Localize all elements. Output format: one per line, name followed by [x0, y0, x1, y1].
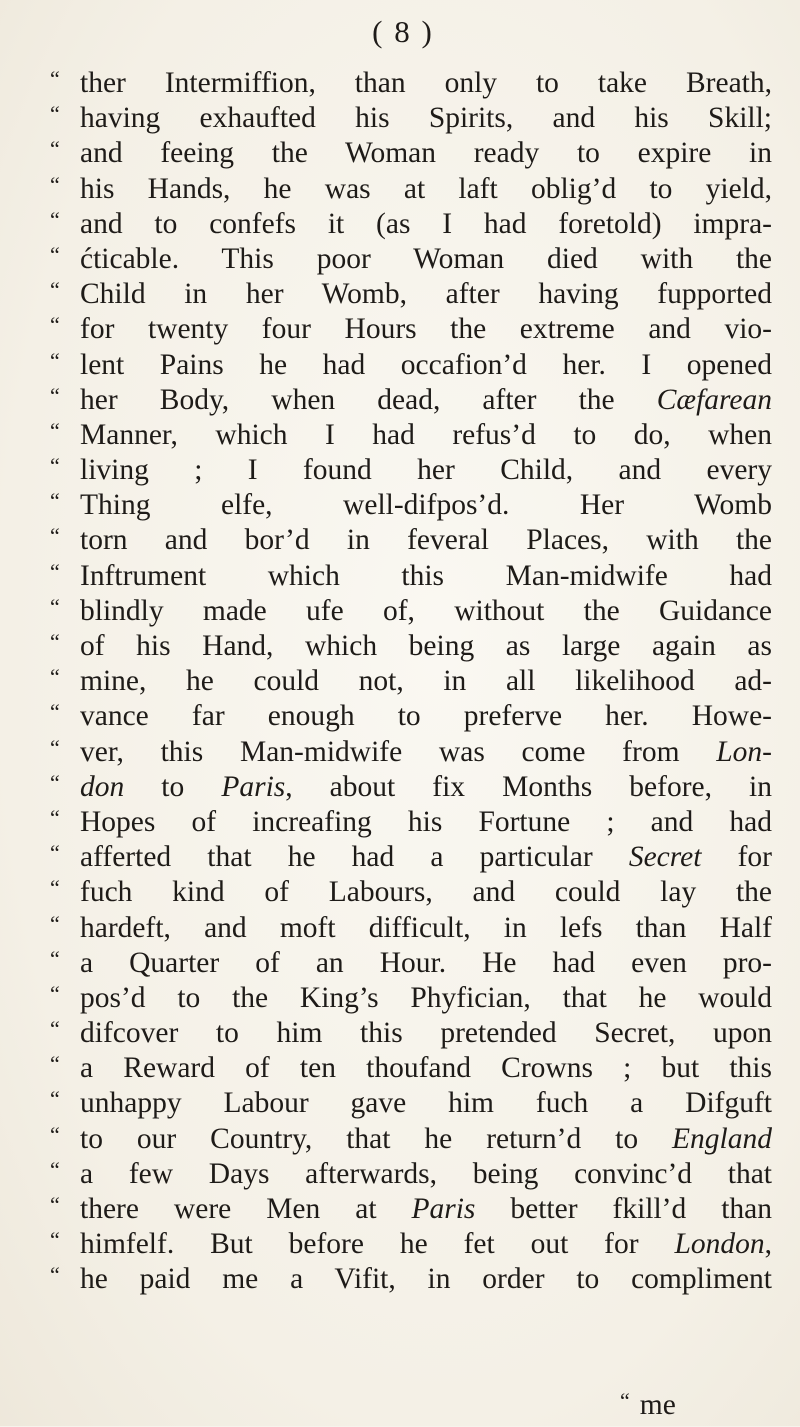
line-text: [80, 699, 772, 734]
quote-mark: “: [50, 523, 60, 549]
line-text: [80, 735, 772, 770]
line-text: [80, 664, 772, 699]
italic-segment: Lon-: [716, 735, 772, 768]
roman-segment: a few Days afterwards, being convinc’d that: [80, 1157, 772, 1190]
roman-segment: a Quarter of an Hour. He had even pro-: [80, 946, 772, 979]
text-line: [50, 523, 772, 558]
italic-segment: England: [672, 1122, 772, 1155]
italic-segment: Paris: [411, 1193, 476, 1225]
line-text: [80, 207, 772, 242]
text-line: [50, 699, 772, 734]
roman-segment: Child in her Womb, after having fupported: [80, 278, 772, 311]
quote-mark: “: [50, 875, 60, 901]
line-text: [80, 911, 772, 946]
line-text: [80, 488, 772, 523]
text-line: [50, 840, 772, 875]
roman-segment: ther Intermiffion, than only to take Breath,: [80, 67, 772, 99]
quote-mark: “: [50, 1086, 60, 1112]
text-line: [50, 629, 772, 664]
quote-mark: “: [50, 840, 60, 866]
line-text: [80, 629, 772, 664]
quote-mark: “: [50, 593, 60, 619]
roman-segment: to: [124, 770, 222, 803]
text-line: [50, 911, 772, 946]
roman-segment: living ; I found her Child, and every: [80, 454, 772, 487]
roman-segment: Inftrument which this Man-midwife had: [80, 559, 772, 592]
text-line: [50, 875, 772, 910]
line-text: [80, 101, 772, 136]
line-text: [80, 805, 772, 840]
roman-segment: pos’d to the King’s Phyfician, that he would: [80, 981, 772, 1014]
quote-mark: “: [50, 347, 60, 373]
quote-mark: “: [50, 734, 60, 760]
quote-mark: “: [50, 1051, 60, 1077]
quote-mark: “: [50, 453, 60, 479]
quote-mark: “: [50, 804, 60, 830]
text-line: [50, 136, 772, 171]
quote-mark: “: [50, 241, 60, 267]
quote-mark: “: [50, 277, 60, 303]
roman-segment: fuch kind of Labours, and could lay the: [80, 876, 772, 909]
line-text: [80, 242, 772, 277]
text-line: [50, 1016, 772, 1051]
line-text: [80, 875, 772, 910]
line-text: [80, 453, 772, 488]
quote-mark: “: [50, 1192, 60, 1217]
roman-segment: unhappy Labour gave him fuch a Difguft: [80, 1087, 772, 1120]
quote-mark: “: [50, 1227, 60, 1253]
quote-mark: “: [50, 558, 60, 584]
line-text: [80, 312, 772, 347]
italic-segment: don: [80, 770, 125, 803]
line-text: [80, 418, 772, 453]
line-text: [80, 523, 772, 558]
quote-mark: “: [50, 945, 60, 971]
line-text: [80, 770, 772, 805]
line-text: [80, 1122, 772, 1157]
catchword: [620, 1389, 676, 1422]
quote-mark: “: [50, 1121, 60, 1147]
text-line: [50, 1227, 772, 1262]
quote-mark: “: [50, 171, 60, 197]
roman-segment: blindly made ufe of, without the Guidance: [80, 594, 772, 627]
text-line: [50, 418, 772, 453]
roman-segment: her Body, when dead, after the: [80, 383, 657, 416]
text-line: [50, 66, 772, 101]
text-line: [50, 242, 772, 277]
line-text: [80, 1227, 772, 1262]
text-line: [50, 453, 772, 488]
quote-mark: “: [50, 101, 60, 127]
quote-mark: “: [50, 629, 60, 654]
text-line: [50, 101, 772, 136]
text-line: [50, 735, 772, 770]
roman-segment: having exhaufted his Spirits, and his Skill;: [80, 102, 772, 135]
roman-segment: better fkill’d than: [475, 1193, 772, 1225]
quote-mark: “: [50, 980, 60, 1006]
text-line: [50, 664, 772, 699]
text-line: [50, 1051, 772, 1086]
quote-mark: “: [50, 382, 60, 408]
line-text: [80, 172, 772, 207]
line-text: [80, 1051, 772, 1086]
text-line: [50, 1086, 772, 1121]
line-text: [80, 277, 772, 312]
line-text: [80, 383, 772, 418]
roman-segment: to our Country, that he return’d to: [80, 1122, 673, 1155]
catchword-line: [0, 1388, 800, 1427]
roman-segment: ćticable. This poor Woman died with the: [80, 242, 772, 275]
roman-segment: , about fix Months before, in: [285, 770, 772, 803]
quote-mark: “: [50, 699, 60, 725]
text-line: [50, 559, 772, 594]
text-line: [50, 312, 772, 347]
line-text: [80, 840, 772, 875]
italic-segment: Paris: [221, 770, 286, 803]
quote-mark: “: [50, 910, 60, 936]
quote-mark: “: [50, 312, 60, 338]
roman-segment: for: [701, 841, 772, 874]
roman-segment: of his Hand, which being as large again as: [80, 630, 772, 662]
roman-segment: himfelf. But before he fet out for: [80, 1228, 675, 1261]
line-text: [80, 1016, 772, 1051]
roman-segment: difcover to him this pretended Secret, upon: [80, 1017, 772, 1050]
line-text: [80, 559, 772, 594]
text-line: [50, 1157, 772, 1192]
quote-mark: “: [50, 136, 60, 162]
quote-mark: “: [50, 66, 60, 91]
catchword-text: me: [639, 1389, 676, 1421]
roman-segment: his Hands, he was at laft oblig’d to yield,: [80, 172, 772, 205]
roman-segment: vance far enough to preferve her. Howe-: [80, 700, 772, 733]
roman-segment: Hopes of increafing his Fortune ; and had: [80, 805, 772, 838]
text-line: [50, 770, 772, 805]
line-text: [80, 1157, 772, 1192]
line-text: [80, 594, 772, 629]
text-line: [50, 594, 772, 629]
line-text: [80, 1086, 772, 1121]
italic-segment: London: [674, 1228, 765, 1261]
text-line: [50, 277, 772, 312]
roman-segment: and feeing the Woman ready to expire in: [80, 137, 772, 170]
roman-segment: a Reward of ten thoufand Crowns ; but this: [80, 1052, 772, 1085]
italic-segment: Cæfarean: [656, 383, 772, 416]
roman-segment: mine, he could not, in all likelihood ad-: [80, 665, 772, 698]
line-text: [80, 946, 772, 981]
text-line: [50, 1122, 772, 1157]
line-text: [80, 1192, 772, 1227]
roman-segment: hardeft, and moft difficult, in lefs than Half: [80, 911, 772, 944]
italic-segment: Secret: [628, 841, 702, 874]
roman-segment: lent Pains he had occafion’d her. I opened: [80, 348, 772, 381]
line-text: [80, 981, 772, 1016]
quote-mark: “: [50, 664, 60, 690]
text-line: [50, 383, 772, 418]
line-text: [80, 66, 772, 101]
page-number: ( 8 ): [372, 14, 434, 49]
text-line: [50, 207, 772, 242]
quote-mark: “: [50, 488, 60, 514]
text-line: [50, 1192, 772, 1227]
text-line: [50, 488, 772, 523]
quote-mark: “: [50, 1016, 60, 1042]
text-line: [50, 805, 772, 840]
roman-segment: ,: [764, 1228, 772, 1261]
text-line: [50, 946, 772, 981]
text-line: [50, 981, 772, 1016]
roman-segment: ver, this Man-midwife was come from: [80, 735, 717, 768]
line-text: [80, 1262, 772, 1297]
quote-mark: “: [50, 1156, 60, 1182]
roman-segment: for twenty four Hours the extreme and vio-: [80, 313, 772, 346]
roman-segment: torn and bor’d in feveral Places, with the: [80, 524, 772, 557]
roman-segment: there were Men at: [80, 1193, 412, 1225]
quote-mark: “: [50, 206, 60, 232]
text-line: [50, 348, 772, 383]
line-text: [80, 348, 772, 383]
quote-mark: “: [50, 769, 60, 795]
roman-segment: afferted that he had a particular: [80, 841, 629, 874]
body-text: [50, 66, 772, 1298]
quote-mark: “: [50, 1262, 60, 1288]
roman-segment: he paid me a Vifit, in order to compliment: [80, 1263, 772, 1296]
roman-segment: Thing elfe, well-difpos’d. Her Womb: [80, 489, 772, 522]
text-line: [50, 1262, 772, 1297]
text-line: [50, 172, 772, 207]
roman-segment: and to confefs it (as I had foretold) impra-: [80, 207, 772, 240]
quote-mark: “: [50, 417, 60, 443]
roman-segment: Manner, which I had refus’d to do, when: [80, 418, 772, 451]
quote-mark: “: [620, 1388, 630, 1413]
line-text: [80, 136, 772, 171]
